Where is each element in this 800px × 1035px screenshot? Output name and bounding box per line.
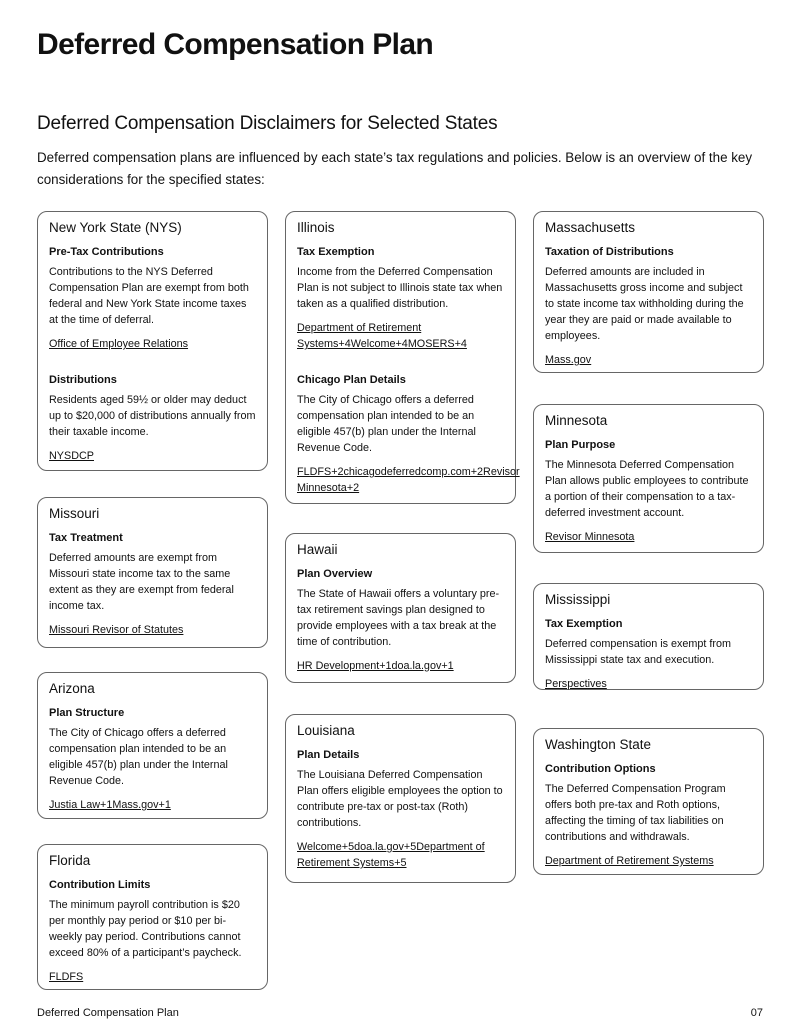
card-section xyxy=(545,244,752,368)
card-section xyxy=(297,244,504,352)
state-card xyxy=(37,844,268,990)
section-body: Deferred amounts are exempt from Missouri state income tax to the same extent as they are exempt from federal income tax. xyxy=(49,552,234,612)
state-name: Arizona xyxy=(49,681,95,696)
page-title: Deferred Compensation Plan xyxy=(37,28,434,61)
section-body: The Deferred Compensation Program offers both pre-tax and Roth options, affecting the timing of tax liabilities on contributions and withdrawals. xyxy=(545,783,726,843)
section-body: Deferred amounts are included in Massachusetts gross income and subject to state income tax withholding during the year they are paid or made available to employees. xyxy=(545,266,744,342)
state-card xyxy=(37,672,268,819)
card-section xyxy=(49,530,256,638)
source-link[interactable]: NYSDCP xyxy=(49,450,94,462)
state-card xyxy=(285,714,516,883)
source-link[interactable]: Revisor Minnesota xyxy=(545,531,635,543)
card-section xyxy=(49,372,256,464)
source-link[interactable]: HR Development+1doa.la.gov+1 xyxy=(297,660,454,672)
source-link[interactable]: Department of Retirement Systems+4Welcome+4MOSERS+4 xyxy=(297,322,467,350)
page-number: 07 xyxy=(750,1007,763,1019)
state-name: Missouri xyxy=(49,506,100,521)
card-section xyxy=(297,566,504,674)
state-name: Mississippi xyxy=(545,592,611,607)
state-card xyxy=(37,211,268,471)
section-heading: Distributions xyxy=(49,374,117,386)
card-section xyxy=(49,877,256,985)
section-heading: Chicago Plan Details xyxy=(297,374,406,386)
source-link[interactable]: Mass.gov xyxy=(545,354,592,366)
section-body: Contributions to the NYS Deferred Compensation Plan are exempt from both federal and New York State income taxes at the time of deferral. xyxy=(49,266,249,326)
state-card xyxy=(285,211,520,504)
section-heading: Pre-Tax Contributions xyxy=(49,246,164,258)
source-link[interactable]: Welcome+5doa.la.gov+5Department of Retirement Systems+5 xyxy=(297,841,485,869)
section-heading: Contribution Limits xyxy=(49,879,151,891)
state-name: Hawaii xyxy=(297,542,338,557)
section-body: The Minnesota Deferred Compensation Plan allows public employees to contribute a portion of their compensation to a tax-deferred investment account. xyxy=(545,459,749,519)
card-section xyxy=(545,437,752,545)
section-heading: Plan Overview xyxy=(297,568,373,580)
section-body: The City of Chicago offers a deferred compensation plan intended to be an eligible 457(b) plan under the Internal Revenue Code. xyxy=(297,394,476,454)
section-heading: Tax Treatment xyxy=(49,532,123,544)
card-section xyxy=(297,747,504,871)
state-name: Illinois xyxy=(297,220,335,235)
state-name: Louisiana xyxy=(297,723,355,738)
section-heading: Plan Purpose xyxy=(545,439,616,451)
source-link[interactable]: Department of Retirement Systems xyxy=(545,855,714,867)
card-section xyxy=(545,761,752,869)
source-link[interactable]: Justia Law+1Mass.gov+1 xyxy=(49,799,171,811)
section-title: Deferred Compensation Disclaimers for Selected States xyxy=(37,113,498,134)
section-heading: Plan Structure xyxy=(49,707,125,719)
section-heading: Tax Exemption xyxy=(297,246,375,258)
section-heading: Tax Exemption xyxy=(545,618,623,630)
source-link[interactable]: FLDFS+2chicagodeferredcomp.com+2Revisor Minnesota+2 xyxy=(297,466,520,494)
card-section xyxy=(545,616,752,692)
state-card xyxy=(533,728,764,875)
section-body: Income from the Deferred Compensation Plan is not subject to Illinois state tax when taken as a qualified distribution. xyxy=(297,266,503,310)
section-body: The minimum payroll contribution is $20 per monthly pay period or $10 per bi-weekly pay period. Contributions cannot exceed 80% of a participant’s paycheck. xyxy=(49,899,242,959)
source-link[interactable]: Office of Employee Relations xyxy=(49,338,189,350)
section-body: Deferred compensation is exempt from Mississippi state tax and execution. xyxy=(545,638,732,666)
state-card xyxy=(533,211,764,373)
section-body: The Louisiana Deferred Compensation Plan offers eligible employees the option to contribute pre-tax or post-tax (Roth) contributions. xyxy=(297,769,503,829)
state-name: Massachusetts xyxy=(545,220,636,235)
state-card xyxy=(533,404,764,553)
state-card xyxy=(37,497,268,648)
card-section xyxy=(297,372,520,496)
state-name: Minnesota xyxy=(545,413,608,428)
section-body: The City of Chicago offers a deferred compensation plan intended to be an eligible 457(b) plan under the Internal Revenue Code. xyxy=(49,727,228,787)
section-body: The State of Hawaii offers a voluntary pre-tax retirement savings plan designed to provide employees with a tax break at the time of contribution. xyxy=(297,588,500,648)
source-link[interactable]: Missouri Revisor of Statutes xyxy=(49,624,184,636)
card-section xyxy=(49,244,256,352)
footer-title: Deferred Compensation Plan xyxy=(37,1007,179,1019)
state-name: New York State (NYS) xyxy=(49,220,182,235)
source-link[interactable]: FLDFS xyxy=(49,971,84,983)
state-card xyxy=(285,533,516,683)
card-section xyxy=(49,705,256,813)
state-name: Washington State xyxy=(545,737,652,752)
section-heading: Contribution Options xyxy=(545,763,656,775)
state-name: Florida xyxy=(49,853,91,868)
section-heading: Taxation of Distributions xyxy=(545,246,674,258)
state-card xyxy=(533,583,764,690)
section-heading: Plan Details xyxy=(297,749,360,761)
section-body: Residents aged 59½ or older may deduct up to $20,000 of distributions annually from their taxable income. xyxy=(49,394,256,438)
source-link[interactable]: Perspectives xyxy=(545,678,607,690)
intro-paragraph: Deferred compensation plans are influenced by each state’s tax regulations and policies. Below is an overview of the key considerations for the specified states: xyxy=(37,150,753,187)
